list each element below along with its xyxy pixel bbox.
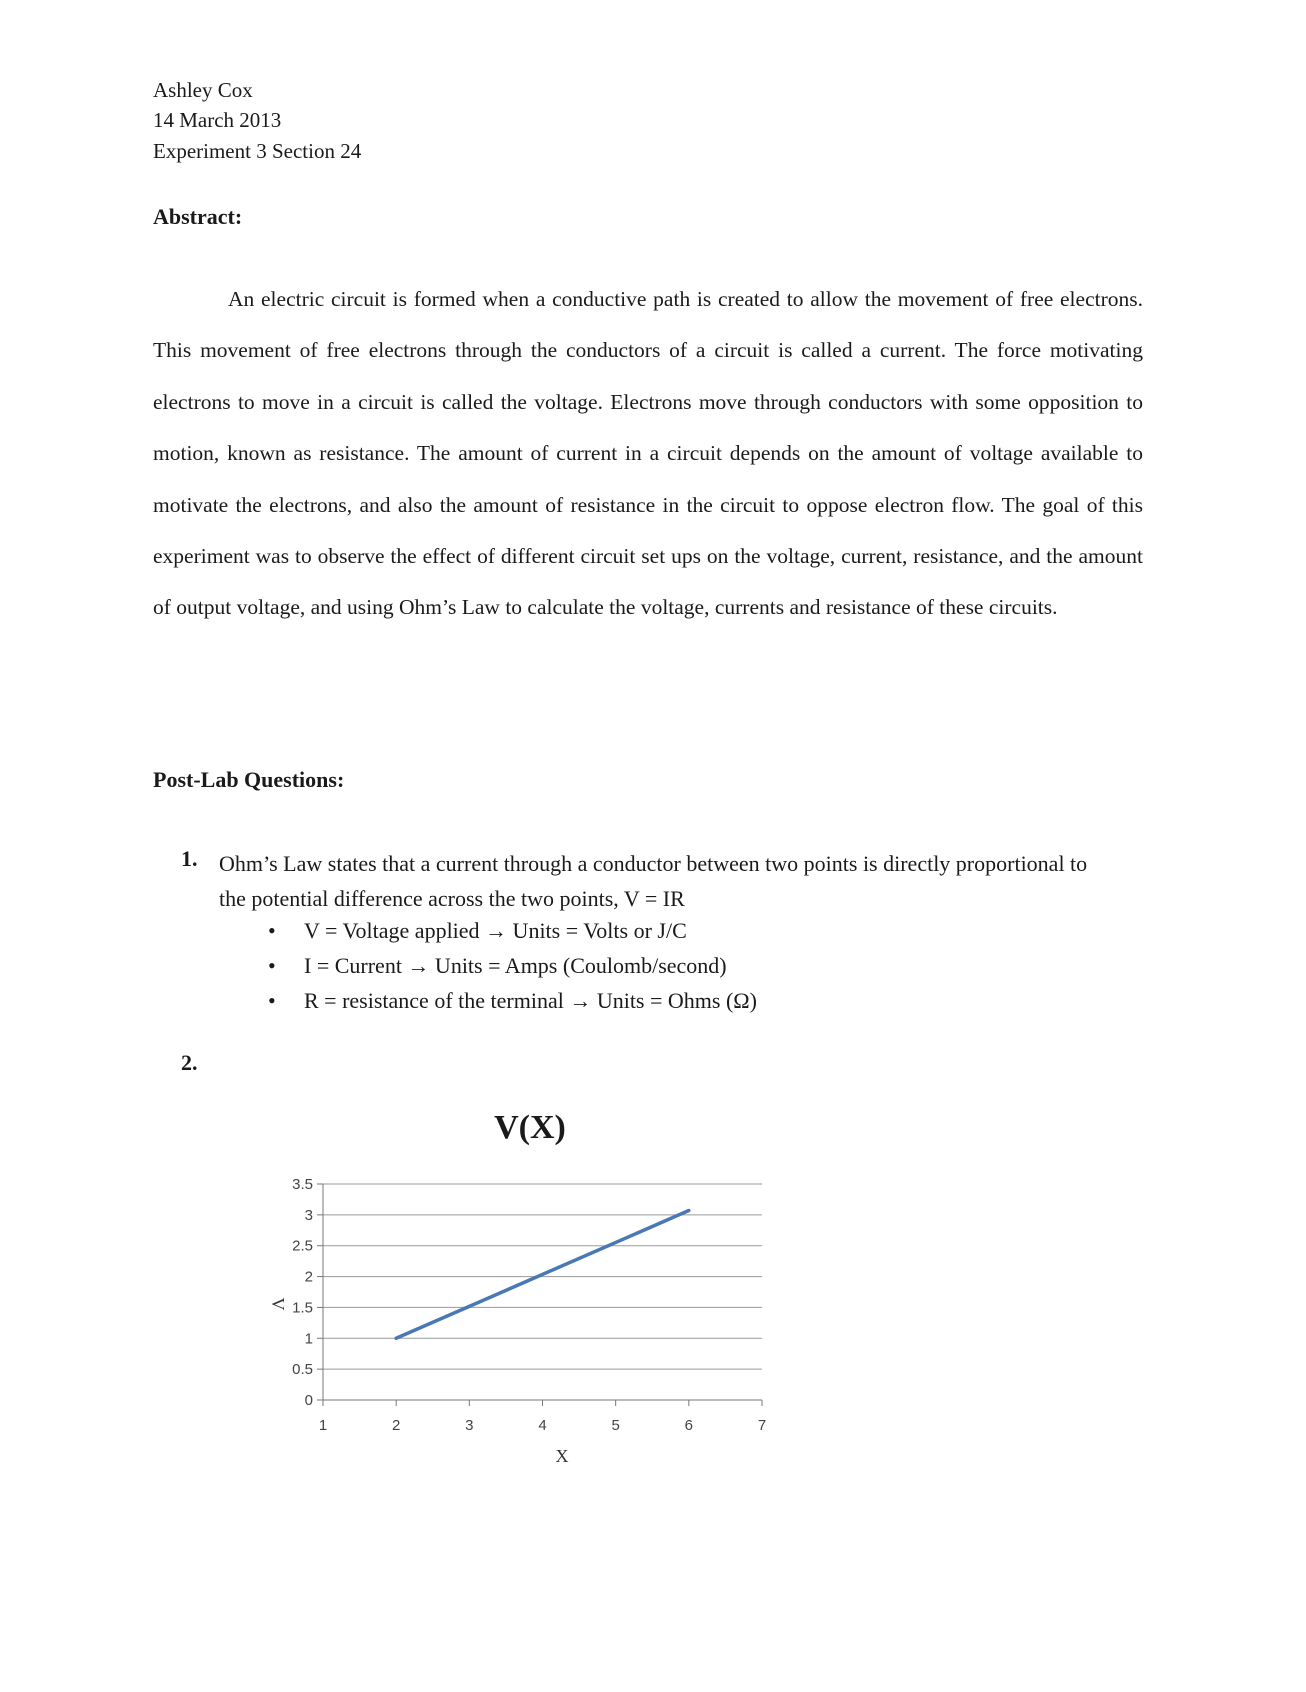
y-tick-label: 3 [304, 1206, 313, 1224]
chart-gridlines [323, 1184, 762, 1369]
abstract-heading: Abstract: [153, 204, 243, 229]
x-tick-label: 6 [684, 1417, 694, 1434]
x-tick-label: 7 [757, 1417, 767, 1434]
y-tick-label: 2.5 [292, 1237, 313, 1255]
x-tick-labels [319, 1417, 766, 1434]
y-tick-label: 3.5 [292, 1176, 313, 1193]
chart-axes [317, 1184, 762, 1406]
report-date: 14 March 2013 [153, 108, 282, 132]
x-tick-label: 1 [318, 1417, 328, 1434]
x-tick-label: 5 [611, 1417, 620, 1434]
x-tick-label: 3 [465, 1417, 474, 1434]
x-tick-label: 2 [391, 1417, 401, 1434]
abstract-body: An electric circuit is formed when a conductive path is created to allow the movement of free electrons. This movement of free electrons through the conductors of a circuit is called a current. The force motivating electrons to move in a circuit is called the voltage. Electrons move through conductors with some opposition to motion, known as resistance. The amount of current in a circuit depends on the amount of voltage available to motivate the electrons, and also the amount of resistance in the circuit to oppose electron flow. The goal of this experiment was to observe the effect of different circuit set ups on the voltage, current, resistance, and the amount of output voltage, and using Ohm’s Law to calculate the voltage, currents and resistance of these circuits. [153, 287, 1143, 620]
bullet-dot-icon: • [268, 918, 276, 943]
voltage-chart [250, 1100, 850, 1490]
y-tick-labels [292, 1176, 313, 1409]
chart-series [396, 1211, 689, 1339]
series-line [396, 1211, 689, 1339]
bullet-dot-icon: • [268, 953, 276, 978]
y-tick-label: 2 [304, 1268, 313, 1286]
y-tick-label: 0 [304, 1392, 313, 1409]
bullet-voltage: • V = Voltage applied → Units = Volts or J/C [268, 913, 757, 948]
question-2-number: 2. [181, 1050, 198, 1075]
x-tick-label: 4 [538, 1417, 547, 1434]
bullet-current: • I = Current → Units = Amps (Coulomb/second) [268, 948, 757, 983]
y-tick-label: 1 [304, 1330, 313, 1348]
author-name: Ashley Cox [153, 78, 253, 102]
ohms-law-bullets [268, 913, 757, 1018]
y-tick-label: 1.5 [292, 1299, 313, 1317]
question-1-number: 1. [181, 846, 198, 871]
bullet-dot-icon: • [268, 988, 276, 1013]
bullet-resistance: • R = resistance of the terminal → Units = Ohms (Ω) [268, 983, 757, 1018]
experiment-label: Experiment 3 Section 24 [153, 139, 362, 163]
y-axis-label: V [268, 1297, 288, 1311]
postlab-heading: Post-Lab Questions: [153, 767, 345, 792]
chart-title: V(X) [494, 1109, 566, 1146]
question-1-text: Ohm’s Law states that a current through a conductor between two points is directly proportional to the potential difference across the two points, V = IR [219, 851, 1088, 911]
x-axis-label: X [555, 1446, 569, 1466]
y-tick-label: 0.5 [292, 1361, 313, 1379]
